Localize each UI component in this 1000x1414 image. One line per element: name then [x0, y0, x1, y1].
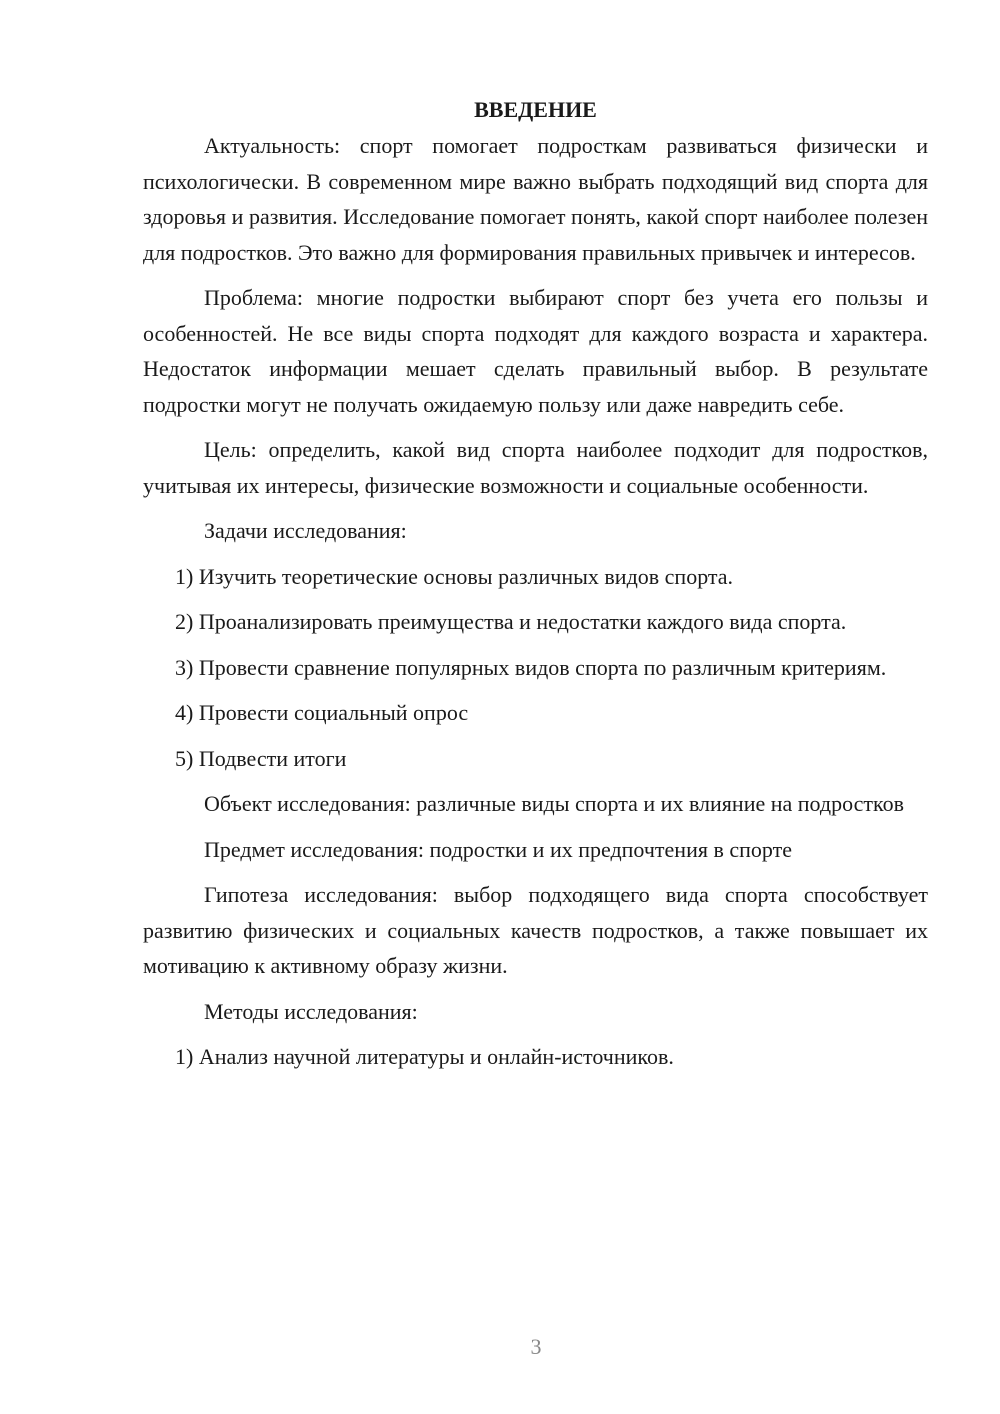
task-item-2: 2) Проанализировать преимущества и недостатки каждого вида спорта.	[175, 609, 847, 634]
page-number: 3	[530, 1334, 542, 1359]
task-item-3: 3) Провести сравнение популярных видов спорта по различным критериям.	[175, 654, 887, 680]
paragraph-subject: Предмет исследования: подростки и их предпочтения в спорте	[204, 836, 792, 862]
document-page	[143, 92, 928, 1085]
paragraph-relevance: Актуальность: спорт помогает подросткам развиваться физически и психологически. В современном мире важно выбрать подходящий вид спорта для здоровья и развития. Исследование помогает понять, какой спорт наиболее полезен для подростков. Это важно для формирования правильных привычек и интересов.	[143, 133, 928, 265]
method-item-1: 1) Анализ научной литературы и онлайн-источников.	[175, 1044, 674, 1069]
section-title: ВВЕДЕНИЕ	[474, 97, 597, 122]
task-item-5: 5) Подвести итоги	[175, 745, 347, 771]
paragraph-problem: Проблема: многие подростки выбирают спорт без учета его пользы и особенностей. Не все виды спорта подходят для каждого возраста и характера. Недостаток информации мешает сделать правильный выбор. В результате подростки могут не получать ожидаемую пользу или даже навредить себе.	[143, 285, 928, 417]
paragraph-object: Объект исследования: различные виды спорта и их влияние на подростков	[204, 791, 904, 816]
paragraph-methods-heading: Методы исследования:	[204, 998, 418, 1024]
paragraph-hypothesis: Гипотеза исследования: выбор подходящего вида спорта способствует развитию физических и социальных качеств подростков, а также повышает их мотивацию к активному образу жизни.	[143, 882, 928, 978]
task-item-1: 1) Изучить теоретические основы различных видов спорта.	[175, 563, 734, 589]
paragraph-goal: Цель: определить, какой вид спорта наиболее подходит для подростков, учитывая их интересы, физические возможности и социальные особенности.	[143, 437, 928, 498]
task-item-4: 4) Провести социальный опрос	[175, 700, 469, 725]
paragraph-tasks-heading: Задачи исследования:	[204, 518, 407, 543]
